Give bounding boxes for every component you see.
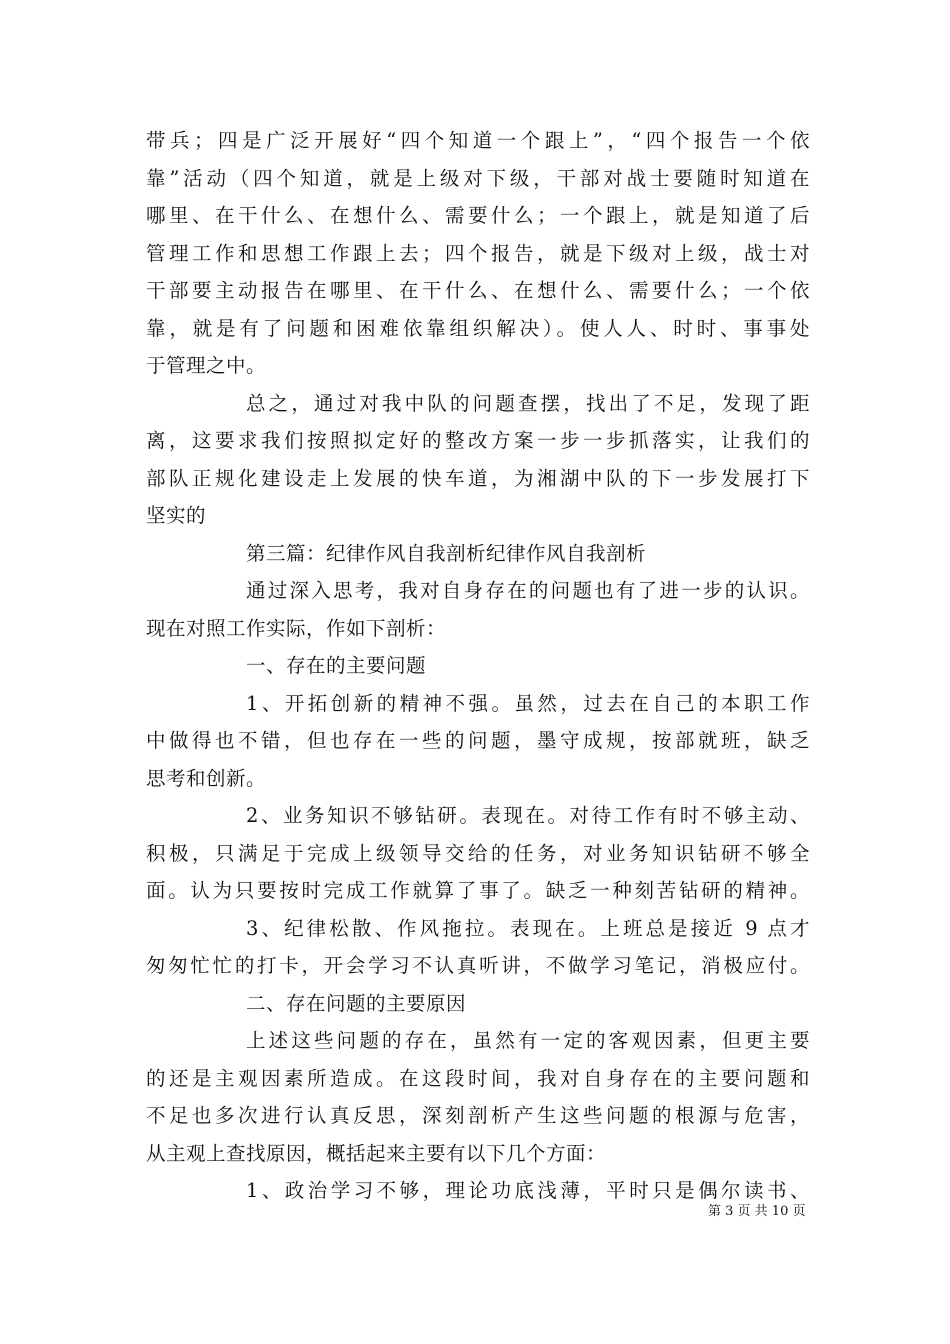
text-line: 不足也多次进行认真反思，深刻剖析产生这些问题的根源与危害， (146, 1104, 810, 1127)
text-line: 3、纪律松散、作风拖拉。表现在。上班总是接近 9 点才 (246, 916, 810, 940)
text-line: 部队正规化建设走上发展的快车道，为湘湖中队的下一步发展打下 (146, 466, 810, 490)
text-line: 干部要主动报告在哪里、在干什么、在想什么、需要什么；一个依 (146, 279, 810, 302)
text-line: 的还是主观因素所造成。在这段时间，我对自身存在的主要问题和 (146, 1066, 810, 1090)
text-line: 一、存在的主要问题 (246, 654, 427, 677)
text-line: 中做得也不错，但也存在一些的问题，墨守成规，按部就班，缺乏 (146, 729, 810, 752)
text-line: 面。认为只要按时完成工作就算了事了。缺乏一种刻苦钻研的精神。 (146, 879, 810, 902)
text-line: 总之，通过对我中队的问题查摆，找出了不足，发现了距 (246, 391, 810, 415)
text-line: 带兵；四是广泛开展好“四个知道一个跟上”，“四个报告一个依 (146, 129, 810, 152)
text-line: 1、开拓创新的精神不强。虽然，过去在自己的本职工作 (246, 691, 810, 715)
text-line: 1、政治学习不够，理论功底浅薄，平时只是偶尔读书、 (246, 1179, 810, 1202)
text-line: 离，这要求我们按照拟定好的整改方案一步一步抓落实，让我们的 (146, 429, 810, 452)
text-line: 现在对照工作实际，作如下剖析： (146, 616, 447, 640)
text-line: 于管理之中。 (146, 354, 267, 377)
text-line: 靠”活动（四个知道，就是上级对下级，干部对战士要随时知道在 (146, 166, 810, 190)
text-line: 2、业务知识不够钻研。表现在。对待工作有时不够主动、 (246, 804, 810, 827)
text-line: 第三篇：纪律作风自我剖析纪律作风自我剖析 (246, 541, 647, 565)
page-number-footer: 第 3 页 共 10 页 (708, 1204, 806, 1219)
text-line: 二、存在问题的主要原因 (246, 991, 467, 1015)
text-line: 管理工作和思想工作跟上去；四个报告，就是下级对上级，战士对 (146, 241, 810, 265)
text-line: 坚实的 (146, 504, 207, 527)
text-line: 上述这些问题的存在，虽然有一定的客观因素，但更主要 (246, 1029, 810, 1052)
text-line: 匆匆忙忙的打卡，开会学习不认真听讲，不做学习笔记，消极应付。 (146, 954, 810, 977)
text-line: 积极，只满足于完成上级领导交给的任务，对业务知识钻研不够全 (146, 841, 810, 865)
text-line: 思考和创新。 (146, 766, 267, 790)
text-line: 通过深入思考，我对自身存在的问题也有了进一步的认识。 (246, 579, 810, 602)
text-line: 靠，就是有了问题和困难依靠组织解决）。使人人、时时、事事处 (146, 316, 810, 340)
text-line: 从主观上查找原因，概括起来主要有以下几个方面： (146, 1141, 607, 1165)
text-line: 哪里、在干什么、在想什么、需要什么；一个跟上，就是知道了后 (146, 204, 810, 227)
document-body (146, 122, 810, 1210)
